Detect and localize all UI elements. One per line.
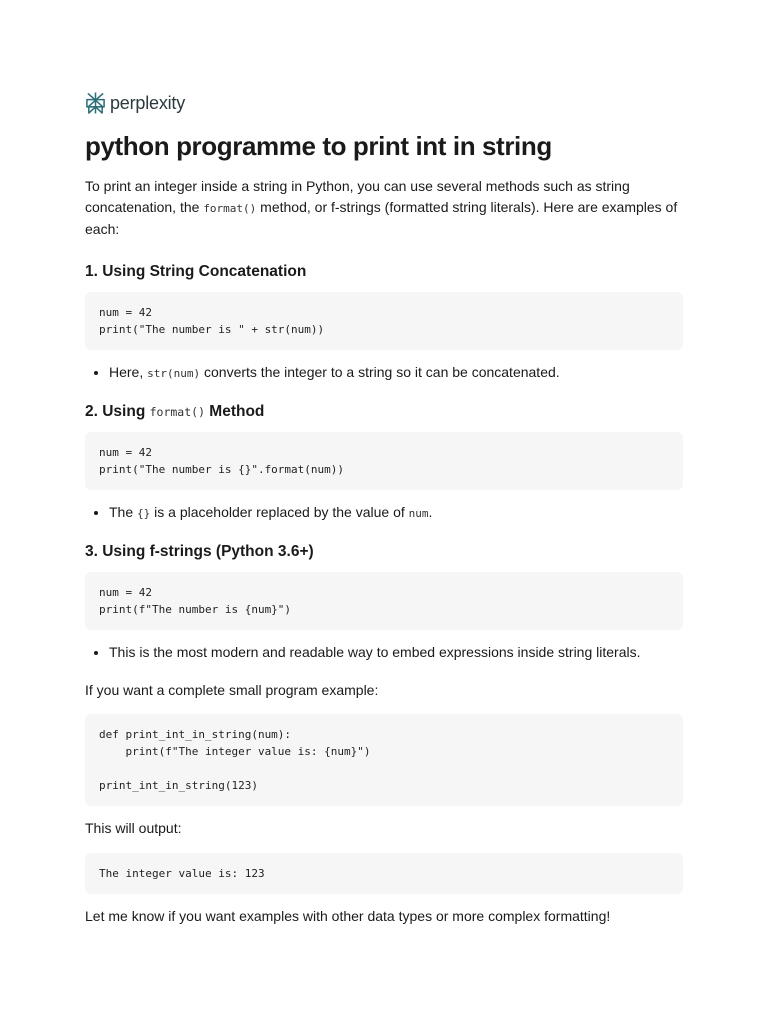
bullet-text: converts the integer to a string so it can be concatenated.	[200, 363, 560, 380]
inline-code: str(num)	[147, 366, 201, 380]
code-block[interactable]	[85, 292, 683, 350]
intro-text: method, or f-strings (formatted string literals). Here are examples of each:	[85, 198, 678, 237]
list-item	[109, 502, 683, 524]
intro-paragraph	[85, 176, 683, 240]
output-lead: This will output:	[85, 820, 182, 836]
code-text: num = 42 print("The number is {}".format(num))	[99, 445, 345, 476]
intro-text: To print an integer inside a string in Python, you can use several methods such as string concatenation, the	[85, 178, 630, 215]
bullet-list	[85, 362, 683, 384]
code-block[interactable]	[85, 432, 683, 490]
bullet-text: is a placeholder replaced by the value of	[150, 503, 409, 520]
section-heading	[85, 402, 683, 422]
code-block[interactable]	[85, 714, 683, 806]
code-text: num = 42 print("The number is " + str(num))	[99, 305, 325, 336]
code-block[interactable]	[85, 853, 683, 894]
perplexity-logo-icon	[85, 91, 106, 115]
bullet-text: The	[109, 503, 138, 520]
answer-page	[85, 90, 683, 926]
closing-paragraph: Let me know if you want examples with other data types or more complex formatting!	[85, 907, 611, 924]
brand-logo[interactable]	[85, 90, 683, 116]
code-text: def print_int_in_string(num): print(f"The integer value is: {num}") print_int_in_string(123)	[99, 728, 371, 792]
bullet-list	[85, 642, 683, 662]
section-heading: 1. Using String Concatenation	[85, 262, 307, 280]
inline-code: format()	[203, 201, 257, 215]
inline-code: {}	[137, 506, 151, 520]
bullet-list	[85, 502, 683, 524]
bullet-text: .	[428, 503, 433, 520]
code-block[interactable]	[85, 572, 683, 630]
example-lead: If you want a complete small program example:	[85, 681, 379, 698]
inline-code: format()	[149, 404, 205, 419]
section-heading: 3. Using f-strings (Python 3.6+)	[85, 542, 314, 560]
inline-code: num	[408, 506, 429, 520]
heading-text: Method	[205, 402, 265, 420]
bullet-text: Here,	[109, 363, 148, 380]
list-item	[109, 362, 683, 384]
code-text: num = 42 print(f"The number is {num}")	[99, 585, 292, 616]
page-title: python programme to print int in string	[85, 131, 552, 161]
list-item: • This is the most modern and readable way to embed expressions inside string literals.	[109, 642, 683, 662]
brand-name: perplexity	[110, 92, 186, 113]
heading-text: 2. Using	[85, 402, 150, 420]
code-text: The integer value is: 123	[99, 866, 265, 880]
